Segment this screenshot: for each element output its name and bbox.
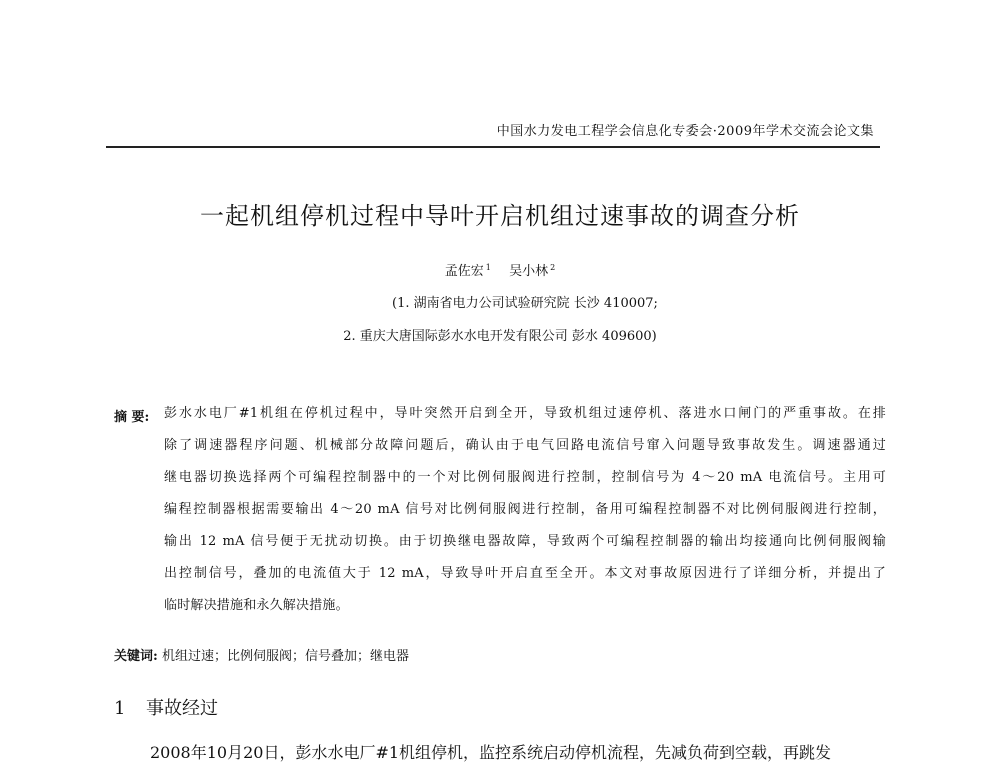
abstract-line: 输出 12 mA 信号便于无扰动切换。由于切换继电器故障，导致两个可编程控制器的输出均接通向比例伺服阀输 [164,534,886,549]
header-rule [106,146,880,148]
keywords-label: 关键词: [114,649,158,664]
author-affiliation-mark: 1 [485,262,491,272]
abstract-line: 临时解决措施和永久解决措施。 [164,598,349,613]
running-header: 中国水力发电工程学会信息化专委会·2009年学术交流会论文集 [496,124,874,139]
keywords-text: 机组过速；比例伺服阀；信号叠加；继电器 [161,649,409,664]
affiliation-line: (1. 湖南省电力公司试验研究院 长沙 410007; [392,296,658,311]
abstract-line: 继电器切换选择两个可编程控制器中的一个对比例伺服阀进行控制，控制信号为 4～20 mA 电流信号。主用可 [164,470,886,485]
abstract-line: 出控制信号，叠加的电流值大于 12 mA，导致导叶开启直至全开。本文对事故原因进行了详细分析，并提出了 [164,566,886,581]
author-affiliation-mark: 2 [550,262,556,272]
section-heading [114,694,218,720]
body-paragraph-line: 2008年10月20日，彭水水电厂#1机组停机，监控系统启动停机流程，先减负荷到空载，再跳发 [150,743,832,762]
abstract-line: 编程控制器根据需要输出 4～20 mA 信号对比例伺服阀进行控制，备用可编程控制器不对比例伺服阀进行控制， [164,502,886,517]
abstract-line: 除了调速器程序问题、机械部分故障问题后，确认由于电气回路电流信号窜入问题导致事故发生。调速器通过 [164,438,886,453]
abstract-line: 彭水水电厂#1机组在停机过程中，导叶突然开启到全开，导致机组过速停机、落进水口闸门的严重事故。在排 [164,406,886,421]
section-title: 事故经过 [146,698,218,719]
author-list [0,260,1000,279]
affiliation-line: 2. 重庆大唐国际彭水水电开发有限公司 彭水 409600) [343,329,657,344]
author-name: 孟佐宏 [444,264,484,279]
paper-title: 一起机组停机过程中导叶开启机组过速事故的调查分析 [200,202,800,230]
section-number: 1 [114,698,126,719]
abstract-body [164,398,886,622]
keywords [114,645,409,664]
author-name: 吴小林 [509,264,549,279]
abstract-label: 摘 要: [114,410,150,425]
